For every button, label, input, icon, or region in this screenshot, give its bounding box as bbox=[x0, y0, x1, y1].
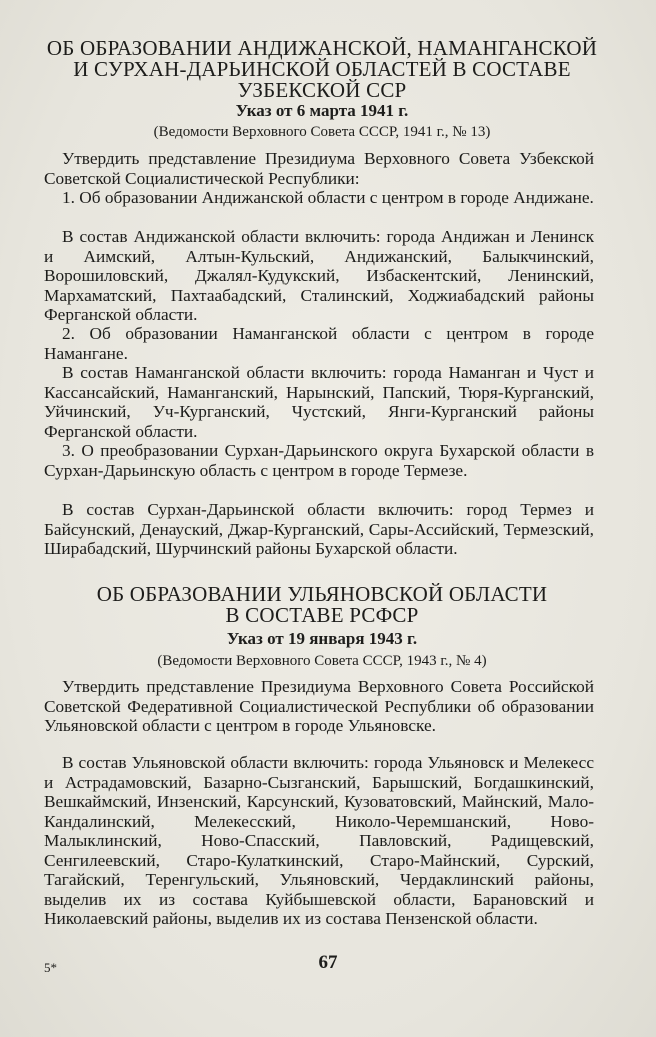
page-number: 67 bbox=[318, 952, 338, 973]
section1-title-line-1: ОБ ОБРАЗОВАНИИ АНДИЖАНСКОЙ, НАМАНГАНСКОЙ bbox=[46, 36, 598, 60]
section1-title-line-2: И СУРХАН-ДАРЬИНСКОЙ ОБЛАСТЕЙ В СОСТАВЕ bbox=[73, 57, 571, 81]
section1-paragraph-andijan: В состав Андижанской области включить: города Андижан и Ленинск и Аимский, Алтын-Кульский, Андижанский, Балыкчинский, Ворошиловский, Джалял-Кудукский, Избаскентский, Ленинский, Мархаматский, Пахтаабадский, Сталинский, Ходжиабадский районы Ферганской области. bbox=[44, 227, 594, 324]
section1-decree: Указ от 6 марта 1941 г. bbox=[235, 101, 409, 120]
section2-source: (Ведомости Верховного Совета СССР, 1943 г., № 4) bbox=[157, 653, 487, 669]
section1-paragraph-surkhan: В состав Сурхан-Дарьинской области включить: город Термез и Байсунский, Денауский, Джар-Курганский, Сары-Ассийский, Термезский, Ширабадский, Шурчинский районы Бухарской области. bbox=[44, 500, 594, 558]
section2-title-line-2: В СОСТАВЕ РСФСР bbox=[225, 603, 419, 627]
section1-title-line-3: УЗБЕКСКОЙ ССР bbox=[237, 78, 407, 102]
section1-heading bbox=[44, 38, 600, 101]
section1-paragraph-2: 2. Об образовании Наманганской области с центром в городе Намангане. bbox=[44, 324, 594, 363]
section1-paragraph-3: 3. О преобразовании Сурхан-Дарьинского округа Бухарской области в Сурхан-Дарьинскую область с центром в городе Термезе. bbox=[44, 441, 594, 480]
section2-heading bbox=[44, 584, 600, 626]
section1-paragraph-1: 1. Об образовании Андижанской области с центром в городе Андижане. bbox=[62, 188, 594, 207]
section2-title-line-1: ОБ ОБРАЗОВАНИИ УЛЬЯНОВСКОЙ ОБЛАСТИ bbox=[96, 582, 548, 606]
section1-paragraph-namangan: В состав Наманганской области включить: города Наманган и Чуст и Кассансайский, Наманганский, Нарынский, Папский, Тюря-Курганский, Уйчинский, Уч-Курганский, Чустский, Янги-Курганский районы Ферганской области. bbox=[44, 363, 594, 441]
section2-decree: Указ от 19 января 1943 г. bbox=[226, 629, 418, 648]
section2-paragraph-intro: Утвердить представление Президиума Верховного Совета Российской Советской Федеративной Социалистической Республики об образовании Ульяновской области с центром в городе Ульяновске. bbox=[44, 677, 594, 735]
section1-source: (Ведомости Верховного Совета СССР, 1941 г., № 13) bbox=[153, 124, 491, 140]
section2-paragraph-ulyanovsk: В состав Ульяновской области включить: города Ульяновск и Мелекесс и Астрадамовский, Базарно-Сызганский, Барышский, Богдашкинский, Вешкаймский, Инзенский, Карсунский, Кузоватовский, Майнский, Мало-Кандалинский, Мелекесский, Николо-Черемшанский, Ново-Малыклинский, Ново-Спасский, Павловский, Радищевский, Сенгилеевский, Старо-Кулаткинский, Старо-Майнский, Сурский, Тагайский, Теренгульский, Ульяновский, Чердаклинский районы, выделив их из состава Куйбышевской области, Барановский и Николаевский районы, выделив их из состава Пензенской области. bbox=[44, 753, 594, 928]
printer-signature-mark: 5* bbox=[44, 960, 57, 975]
section1-paragraph-intro: Утвердить представление Президиума Верховного Совета Узбекской Советской Социалистической Республики: bbox=[44, 149, 594, 188]
